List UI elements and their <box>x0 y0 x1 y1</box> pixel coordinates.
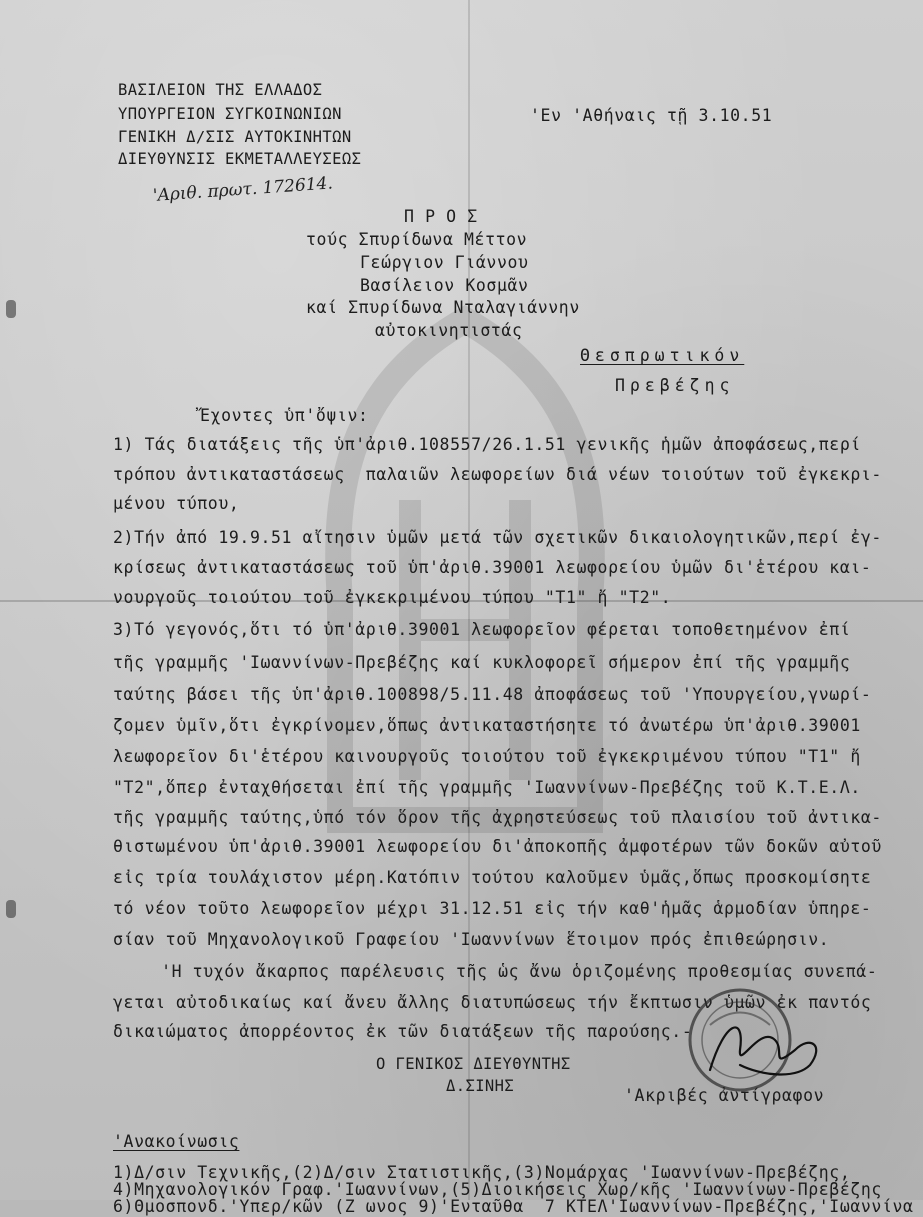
notification-line: 4)Μηχανολογικόν Γραφ.'Ιωαννίνων,(5)Διοικήσεις Χωρ/κῆς 'Ιωαννίνων-Πρεβέζης <box>113 1180 882 1199</box>
body-line: κρίσεως ἀντικαταστάσεως τοῦ ὑπ'ἀριθ.39001 λεωφορείου ὑμῶν δι'ἑτέρου και- <box>113 558 872 577</box>
body-line: τῆς γραμμῆς 'Ιωαννίνων-Πρεβέζης καί κυκλοφορεῖ σήμερον ἐπί τῆς γραμμῆς <box>113 653 851 672</box>
body-line: 1) Τάς διατάξεις τῆς ὑπ'ἀριθ.108557/26.1.51 γενικῆς ἡμῶν ἀποφάσεως,περί <box>113 435 861 454</box>
addressee-pros: Π Ρ Ο Σ <box>404 207 478 226</box>
body-line: "Τ2",ὅπερ ἐνταχθήσεται ἐπί τῆς γραμμῆς 'Ιωαννίνων-Πρεβέζης τοῦ Κ.Τ.Ε.Λ. <box>113 778 861 797</box>
body-line: ζομεν ὑμῖν,ὅτι ἐγκρίνομεν,ὅπως ἀντικαταστήσητε τό ἀνωτέρω ὑπ'ἀριθ.39001 <box>113 716 861 735</box>
addressee-line: τούς Σπυρίδωνα Μέττον <box>306 230 528 249</box>
body-line: σίαν τοῦ Μηχανολογικοῦ Γραφείου 'Ιωαννίνων ἕτοιμον πρός ἐπιθεώρησιν. <box>113 930 830 949</box>
body-line: 'Η τυχόν ἄκαρπος παρέλευσις τῆς ὡς ἄνω ὁριζομένης προθεσμίας συνεπά- <box>140 962 878 981</box>
addressee-place-primary: Θεσπρωτικόν <box>580 346 745 365</box>
protocol-number-handwritten: 'Αριθ. πρωτ. 172614. <box>152 173 334 206</box>
date-line: 'Εν 'Αθήναις τῇ 3.10.51 <box>530 106 773 125</box>
notification-line: 1)Δ/σιν Τεχνικῆς,(2)Δ/σιν Στατιστικῆς,(3)Νομάρχας 'Ιωαννίνων-Πρεβέζης, <box>113 1163 851 1182</box>
body-line: τῆς γραμμῆς ταύτης,ὑπό τόν ὅρον τῆς ἀχρηστεύσεως τοῦ πλαισίου τοῦ ἀντικα- <box>113 808 882 827</box>
header-line-kingdom: ΒΑΣΙΛΕΙΟΝ ΤΗΣ ΕΛΛΑΔΟΣ <box>118 81 323 99</box>
certified-copy-label: 'Ακριβές ἀντίγραφον <box>624 1086 825 1105</box>
punch-hole <box>6 300 16 318</box>
body-line: τό νέον τοῦτο λεωφορεῖον μέχρι 31.12.51 εἰς τήν καθ'ἡμᾶς ἁρμοδίαν ὑπηρε- <box>113 899 872 918</box>
header-line-directorate: ΔΙΕΥΘΥΝΣΙΣ ΕΚΜΕΤΑΛΛΕΥΣΕΩΣ <box>118 150 362 168</box>
body-line: θιστωμένου ὑπ'ἀριθ.39001 λεωφορείου δι'ἀποκοπῆς ἀμφοτέρων τῶν δοκῶν αὐτοῦ <box>113 837 882 856</box>
body-line: τρόπου ἀντικαταστάσεως παλαιῶν λεωφορείων διά νέων τοιούτων τοῦ ἐγκεκρι- <box>113 465 882 484</box>
addressee-line: αὐτοκινητιστάς <box>375 321 523 340</box>
notification-line: 6)Θμοσπονδ.'Υπερ/κῶν (Ζ ωνος 9)'Ενταῦθα 7 ΚΤΕΛ'Ιωαννίνων-Πρεβέζης,'Ιωαννίνα <box>113 1197 914 1216</box>
watermark-emblem <box>300 300 630 860</box>
addressee-line: Βασίλειον Κοσμᾶν <box>360 276 529 295</box>
body-line: Ἔχοντες ὑπ'ὄψιν: <box>200 406 369 425</box>
body-line: δικαιώματος ἀπορρέοντος ἐκ τῶν διατάξεων τῆς παρούσης.- <box>113 1022 693 1041</box>
body-line: ταύτης βάσει τῆς ὑπ'ἀριθ.100898/5.11.48 ἀποφάσεως τοῦ 'Υπουργείου,γνωρί- <box>113 685 872 704</box>
punch-hole <box>6 900 16 918</box>
addressee-line: Γεώργιον Γιάννου <box>360 253 529 272</box>
body-line: νουργοῦς τοιούτου τοῦ ἐγκεκριμένου τύπου "Τ1" ἤ "Τ2". <box>113 588 672 607</box>
body-line: εἰς τρία τουλάχιστον μέρη.Κατόπιν τούτου καλοῦμεν ὑμᾶς,ὅπως προσκομίσητε <box>113 868 872 887</box>
signatory-name: Δ.ΣΙΝΗΣ <box>446 1077 515 1095</box>
body-line: μένου τύπου, <box>113 494 240 513</box>
body-line: 2)Τήν ἀπό 19.9.51 αἴτησιν ὑμῶν μετά τῶν σχετικῶν δικαιολογητικῶν,περί ἐγ- <box>113 528 882 547</box>
header-line-directorate-general: ΓΕΝΙΚΗ Δ/ΣΙΣ ΑΥΤΟΚΙΝΗΤΩΝ <box>118 128 352 146</box>
addressee-place-secondary: Πρεβέζης <box>615 376 735 395</box>
addressee-line: καί Σπυρίδωνα Νταλαγιάννην <box>306 298 580 317</box>
body-line: 3)Τό γεγονός,ὅτι τό ὑπ'ἀριθ.39001 λεωφορεῖον φέρεται τοποθετημένον ἐπί <box>113 620 851 639</box>
handwritten-signature <box>700 1010 830 1090</box>
body-line: γεται αὐτοδικαίως καί ἄνευ ἄλλης διατυπώσεως τήν ἔκπτωσιν ὑμῶν ἐκ παντός <box>113 993 872 1012</box>
notifications-heading: 'Ανακοίνωσις <box>113 1132 240 1151</box>
signatory-title: Ο ΓΕΝΙΚΟΣ ΔΙΕΥΘΥΝΤΗΣ <box>376 1055 571 1073</box>
body-line: λεωφορεῖον δι'ἑτέρου καινουργοῦς τοιούτου τοῦ ἐγκεκριμένου τύπου "Τ1" ἤ <box>113 747 861 766</box>
header-line-ministry: ΥΠΟΥΡΓΕΙΟΝ ΣΥΓΚΟΙΝΩΝΙΩΝ <box>118 105 342 123</box>
